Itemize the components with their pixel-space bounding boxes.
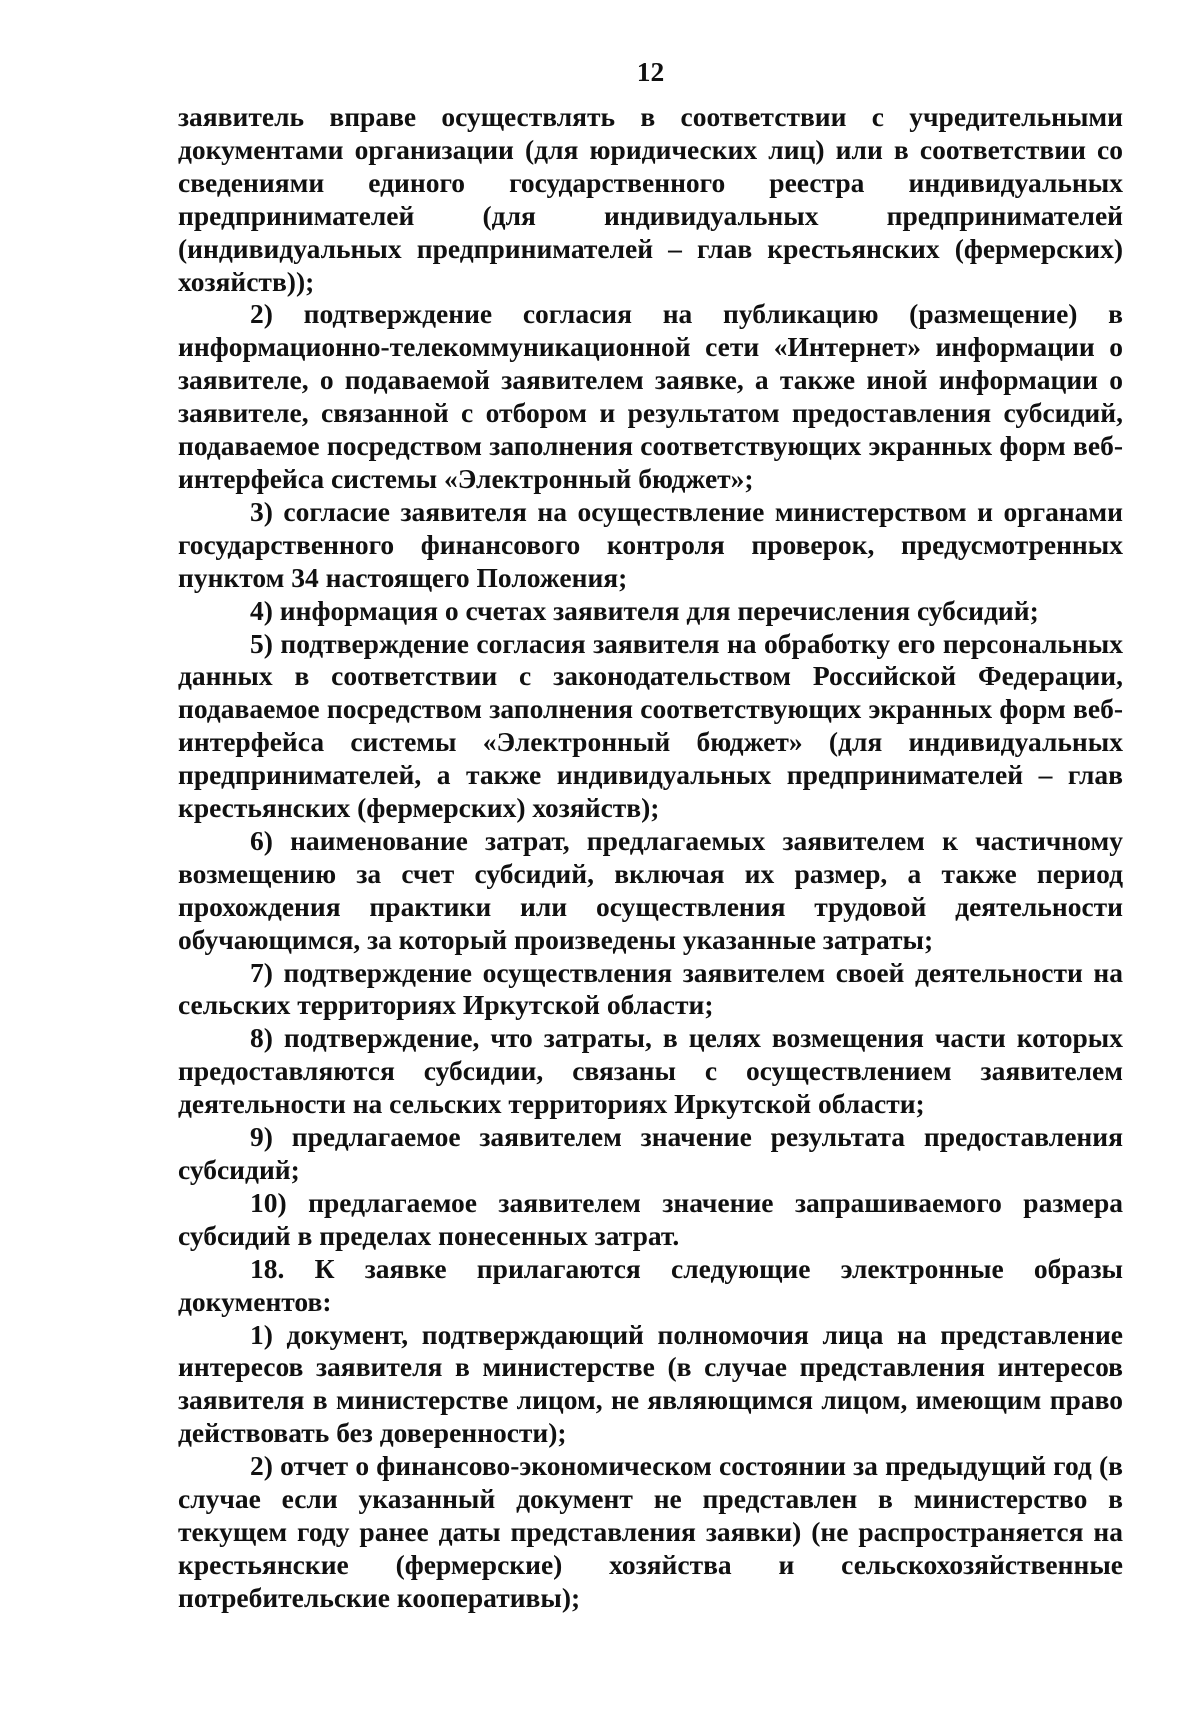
- list-item-4: 4) информация о счетах заявителя для перечисления субсидий;: [250, 594, 1039, 626]
- attachment-item-1: 1) документ, подтверждающий полномочия лица на представление интересов заявителя в министерстве (в случае представления интересов заявителя в министерстве лицом, не являющимся лицом, имеющим право действовать без доверенности);: [178, 1318, 1123, 1449]
- list-item-6: 6) наименование затрат, предлагаемых заявителем к частичному возмещению за счет субсидий, включая их размер, а также период прохождения практики или осуществления трудовой деятельности обучающимся, за который произведены указанные затраты;: [178, 824, 1123, 955]
- section-18-heading: 18. К заявке прилагаются следующие электронные образы документов:: [178, 1252, 1123, 1317]
- paragraph-continuation: заявитель вправе осуществлять в соответствии с учредительными документами организации (для юридических лиц) или в соответствии со сведениями единого государственного реестра индивидуальных предпринимателей (для индивидуальных предпринимателей (индивидуальных предпринимателей – глав крестьянских (фермерских) хозяйств));: [178, 101, 1123, 297]
- list-item-9: 9) предлагаемое заявителем значение результата предоставления субсидий;: [178, 1121, 1123, 1185]
- attachment-item-2: 2) отчет о финансово-экономическом состоянии за предыдущий год (в случае если указанный документ не представлен в министерство в текущем году ранее даты представления заявки) (не распространяется на крестьянские (фермерские) хозяйства и сельскохозяйственные потребительские кооперативы);: [178, 1450, 1123, 1613]
- list-item-7: 7) подтверждение осуществления заявителем своей деятельности на сельских территориях Иркутской области;: [178, 956, 1123, 1021]
- list-item-5: 5) подтверждение согласия заявителя на обработку его персональных данных в соответствии с законодательством Российской Федерации, подаваемое посредством заполнения соответствующих экранных форм веб-интерфейса системы «Электронный бюджет» (для индивидуальных предпринимателей, а также индивидуальных предпринимателей – глав крестьянских (фермерских) хозяйств);: [178, 627, 1123, 824]
- list-item-8: 8) подтверждение, что затраты, в целях возмещения части которых предоставляются субсидии, связаны с осуществлением заявителем деятельности на сельских территориях Иркутской области;: [178, 1022, 1123, 1120]
- list-item-3: 3) согласие заявителя на осуществление министерством и органами государственного финансового контроля проверок, предусмотренных пунктом 34 настоящего Положения;: [178, 495, 1123, 593]
- page-number: 12: [636, 56, 665, 87]
- document-page: [178, 56, 1123, 1615]
- list-item-2: 2) подтверждение согласия на публикацию (размещение) в информационно-телекоммуникационной сети «Интернет» информации о заявителе, о подаваемой заявителем заявке, а также иной информации о заявителе, связанной с отбором и результатом предоставления субсидий, подаваемое посредством заполнения соответствующих экранных форм веб-интерфейса системы «Электронный бюджет»;: [178, 298, 1123, 494]
- list-item-10: 10) предлагаемое заявителем значение запрашиваемого размера субсидий в пределах понесенных затрат.: [178, 1186, 1123, 1251]
